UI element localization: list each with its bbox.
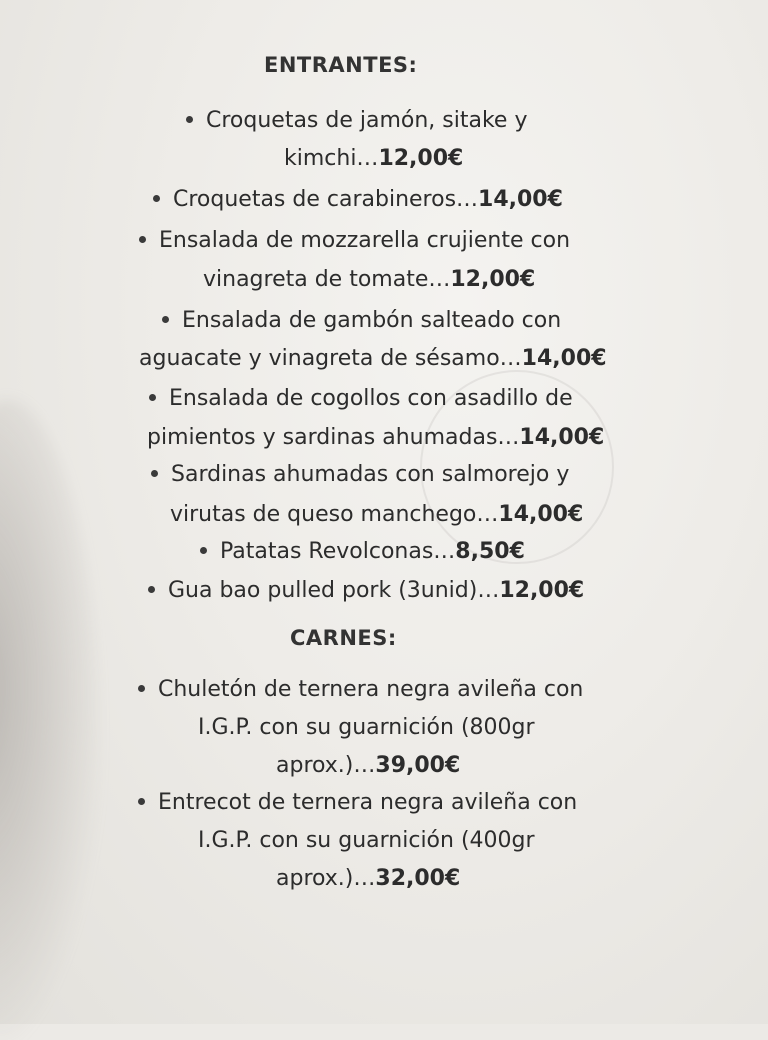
item-text: aguacate y vinagreta de sésamo… (139, 346, 522, 371)
item-text: aprox.)… (276, 753, 376, 778)
item-text: Gua bao pulled pork (3unid)… (168, 578, 500, 603)
list-item (138, 677, 583, 703)
item-price: 12,00€ (450, 267, 536, 292)
item-text: Sardinas ahumadas con salmorejo y (171, 462, 570, 487)
item-text: Ensalada de mozzarella crujiente con (159, 228, 571, 253)
list-item (186, 108, 527, 134)
bullet-icon (148, 586, 155, 593)
item-text: I.G.P. con su guarnición (400gr (198, 828, 535, 853)
item-price: 32,00€ (375, 866, 461, 891)
bullet-icon (153, 195, 160, 202)
bullet-icon (138, 798, 145, 805)
section-title-carnes: CARNES: (290, 626, 397, 650)
hand-shadow (0, 400, 100, 1040)
list-item-continued (198, 715, 535, 741)
item-text: aprox.)… (276, 866, 376, 891)
bullet-icon (151, 470, 158, 477)
item-price: 14,00€ (478, 187, 563, 212)
item-text: virutas de queso manchego… (170, 502, 499, 527)
bullet-icon (138, 685, 145, 692)
item-text: Ensalada de cogollos con asadillo de (169, 386, 573, 411)
item-price: 12,00€ (378, 146, 464, 171)
list-item-continued (284, 146, 463, 172)
list-item (153, 187, 563, 213)
item-text: Entrecot de ternera negra avileña con (158, 790, 578, 815)
list-item (151, 462, 569, 488)
item-price: 14,00€ (521, 346, 607, 371)
bullet-icon (200, 547, 207, 554)
list-item (162, 308, 561, 334)
list-item-continued (203, 267, 535, 293)
item-text: Chuletón de ternera negra avileña con (158, 677, 584, 702)
list-item (139, 228, 570, 254)
item-price: 12,00€ (499, 578, 585, 603)
bullet-icon (186, 116, 193, 123)
list-item (200, 539, 525, 565)
item-text: Patatas Revolconas… (220, 539, 456, 564)
item-text: I.G.P. con su guarnición (800gr (198, 715, 535, 740)
section-title-entrantes: ENTRANTES: (264, 53, 418, 77)
item-text: Croquetas de jamón, sitake y (206, 108, 528, 133)
list-item-continued (276, 753, 460, 779)
item-price: 8,50€ (455, 539, 525, 564)
list-item-continued (147, 425, 604, 451)
list-item (138, 790, 577, 816)
item-price: 39,00€ (375, 753, 461, 778)
list-item (148, 578, 584, 604)
item-text: Croquetas de carabineros… (173, 187, 479, 212)
bullet-icon (139, 236, 146, 243)
list-item-continued (170, 502, 583, 528)
bullet-icon (162, 316, 169, 323)
list-item-continued (139, 346, 607, 372)
list-item-continued (276, 866, 460, 892)
item-text: Ensalada de gambón salteado con (182, 308, 562, 333)
list-item (149, 386, 573, 412)
item-text: vinagreta de tomate… (203, 267, 451, 292)
list-item-continued (198, 828, 535, 854)
item-text: pimientos y sardinas ahumadas… (147, 425, 520, 450)
item-text: kimchi… (284, 146, 379, 171)
bullet-icon (149, 394, 156, 401)
item-price: 14,00€ (498, 502, 584, 527)
item-price: 14,00€ (519, 425, 605, 450)
